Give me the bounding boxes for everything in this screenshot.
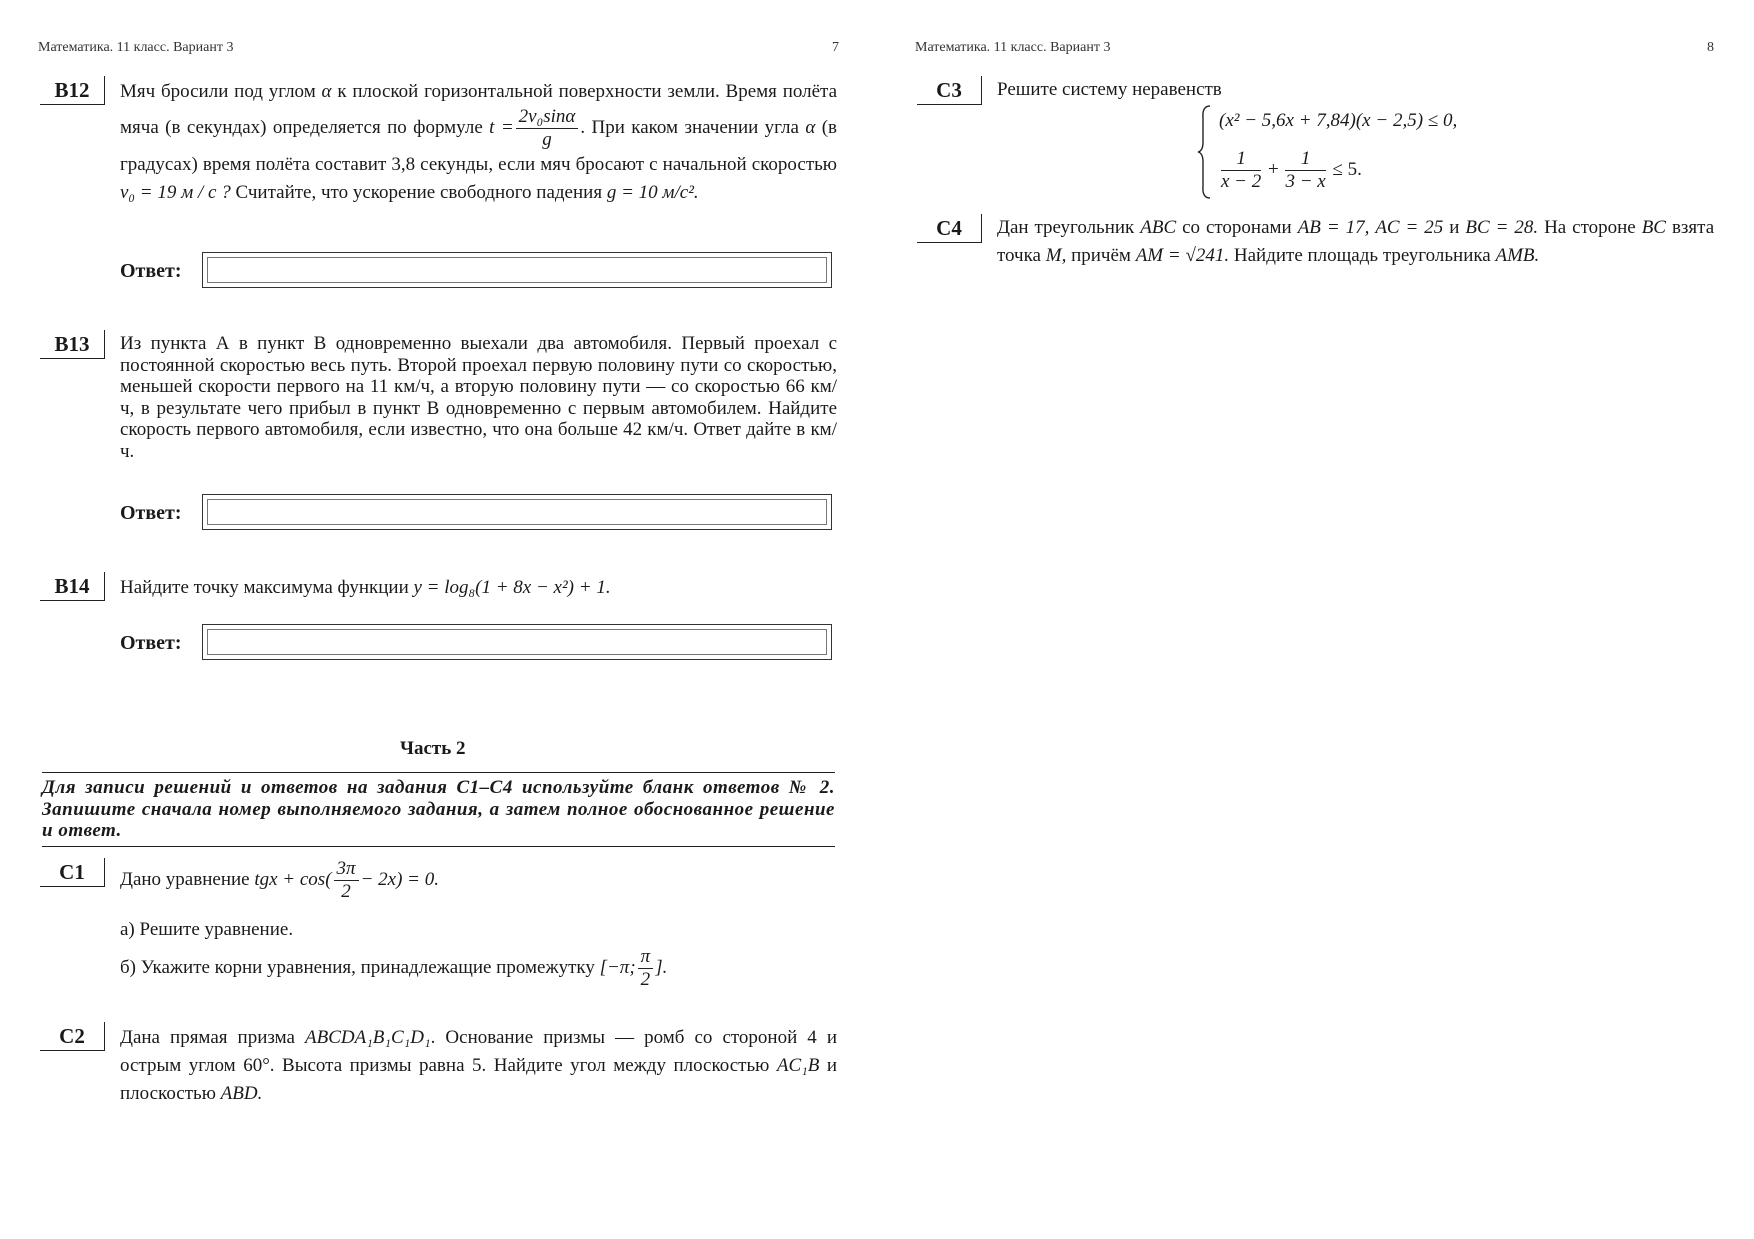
page-number: 7: [832, 40, 839, 55]
text-fragment: б) Укажите корни уравнения, принадлежащие промежутку: [120, 956, 595, 978]
task-label: C2: [40, 1022, 105, 1051]
text-fragment: . Основание призмы — ромб со стороной 4 и острым углом 60°. Высота призмы равна 5. Найдите угол между плоскостью: [120, 1027, 838, 1076]
task-label: C4: [917, 214, 982, 243]
interval-fraction: [638, 946, 654, 991]
text-fragment: Мяч бросили под углом: [120, 81, 316, 102]
page-number: 8: [1707, 40, 1714, 55]
answer-box[interactable]: [202, 494, 832, 530]
math-expr: tgx + cos(: [254, 868, 332, 890]
text-fragment: Дано уравнение: [120, 868, 250, 890]
math-var: α: [805, 116, 816, 138]
task-text: [120, 1024, 837, 1108]
item-b: [120, 946, 837, 991]
text-fragment: со сторонами: [1182, 217, 1292, 238]
formula-lhs: t =: [489, 116, 514, 138]
fraction-denominator: 2: [341, 881, 351, 902]
part-title: Часть 2: [400, 738, 466, 759]
math-expr: AC₁B: [776, 1055, 820, 1076]
fraction-denominator: g: [542, 129, 552, 150]
brace-icon: [1197, 104, 1213, 200]
math-expr: AMB.: [1495, 245, 1540, 266]
task-text: Решите систему неравенств: [997, 79, 1222, 100]
task-c1: [40, 858, 837, 1008]
math-expr: AC = 25: [1375, 217, 1444, 238]
fraction-denominator: 3 − x: [1285, 171, 1326, 192]
fraction-numerator: 3π: [334, 858, 359, 881]
part-instruction: Для записи решений и ответов на задания С1–С4 используйте бланк ответов № 2. Запишите сначала номер выполняемого задания, а затем полное обоснованное решение и ответ.: [42, 772, 835, 847]
math-expr: ABD.: [220, 1083, 263, 1104]
text-fragment: и: [1449, 217, 1460, 238]
text-fragment: На стороне: [1544, 217, 1636, 238]
task-text: [120, 858, 837, 903]
task-c4: [917, 214, 1714, 304]
answer-box[interactable]: [202, 624, 832, 660]
answer-row: [120, 624, 840, 662]
text-fragment: Найдите площадь треугольника: [1233, 245, 1491, 266]
task-label: B14: [40, 572, 105, 601]
task-b13: [40, 330, 837, 540]
task-text: [120, 78, 837, 207]
task-label: B12: [40, 76, 105, 105]
task-b12: [40, 76, 837, 296]
fraction-numerator: 1: [1285, 148, 1325, 171]
math-expr: BC: [1641, 217, 1666, 238]
item-a: а) Решите уравнение.: [120, 919, 294, 940]
header-title: Математика. 11 класс. Вариант 3: [915, 40, 1111, 55]
math-expr: − 2x) = 0.: [360, 868, 439, 890]
math-expr: y = log₈(1 + 8x − x²) + 1.: [413, 577, 611, 598]
text-fragment: Считайте, что ускорение свободного падения: [235, 182, 603, 203]
math-expr: ≤ 5.: [1332, 158, 1362, 180]
fraction-numerator: 1: [1221, 148, 1261, 171]
task-text: [120, 574, 837, 602]
fraction-2: [1285, 148, 1325, 193]
text-fragment: . При каком значении угла: [580, 116, 799, 138]
answer-label: Ответ:: [120, 260, 182, 282]
formula-fraction: [516, 106, 579, 151]
answer-label: Ответ:: [120, 632, 182, 654]
answer-box[interactable]: [202, 252, 832, 288]
text-fragment: Дана прямая призма: [120, 1027, 295, 1048]
fraction-denominator: x − 2: [1221, 171, 1262, 192]
task-text: [997, 214, 1714, 270]
text-fragment: (в градусах) время полёта составит 3,8 секунды, если мяч бросают с начальной скоростью: [120, 116, 838, 175]
answer-row: [120, 252, 840, 290]
text-fragment: Найдите точку максимума функции: [120, 577, 409, 598]
text-fragment: Дан треугольник: [997, 217, 1135, 238]
header-title: Математика. 11 класс. Вариант 3: [38, 40, 234, 55]
math-expr: [−π;: [599, 956, 636, 978]
math-expr: v₀ = 19 м / с ?: [120, 182, 231, 203]
math-expr: ABCDA₁B₁C₁D₁: [304, 1027, 431, 1048]
math-expr: ABC: [1140, 217, 1177, 238]
right-page: [877, 0, 1754, 1239]
fraction-numerator: 2v₀sinα: [516, 106, 579, 129]
text-fragment: причём: [1071, 245, 1131, 266]
inequality-system: [1197, 104, 1517, 200]
task-text: Из пункта А в пункт В одновременно выехали два автомобиля. Первый проехал с постоянной скоростью весь путь. Второй проехал первую половину пути со скоростью, меньшей скорости первого на 11 км/ч, а вторую половину пути — со скоростью 66 км/ч, в результате чего прибыл в пункт В одновременно с первым автомобилем. Найдите скорость первого автомобиля, если известно, что она больше 42 км/ч. Ответ дайте в км/ч.: [120, 333, 837, 462]
task-label: C1: [40, 858, 105, 887]
text-fragment: и плоскостью: [120, 1055, 838, 1104]
plus-sign: +: [1268, 158, 1279, 180]
fraction-1: [1221, 148, 1261, 193]
task-label: B13: [40, 330, 105, 359]
inequality-1: (x² − 5,6x + 7,84)(x − 2,5) ≤ 0,: [1219, 110, 1458, 131]
math-var: α: [321, 81, 332, 102]
text-fragment: к плоской горизонтальной поверхности земли. Время полёта мяча (в секундах) определяется по формуле: [120, 81, 838, 138]
task-c2: [40, 1022, 837, 1132]
formula-fraction: [334, 858, 359, 903]
math-expr: AB = 17,: [1297, 217, 1370, 238]
math-expr: g = 10 м/с².: [606, 182, 699, 203]
inequality-2: [1219, 148, 1362, 193]
answer-label: Ответ:: [120, 502, 182, 524]
answer-row: [120, 494, 840, 532]
task-label: C3: [917, 76, 982, 105]
math-expr: ].: [655, 956, 668, 978]
math-expr: BC = 28.: [1465, 217, 1539, 238]
math-expr: AM = √241.: [1135, 245, 1230, 266]
fraction-numerator: π: [638, 946, 654, 969]
fraction-denominator: 2: [640, 969, 651, 990]
math-expr: M,: [1045, 245, 1067, 266]
task-c3: [917, 76, 1714, 206]
task-b14: [40, 572, 837, 672]
text-fragment: взята точка: [997, 217, 1715, 266]
